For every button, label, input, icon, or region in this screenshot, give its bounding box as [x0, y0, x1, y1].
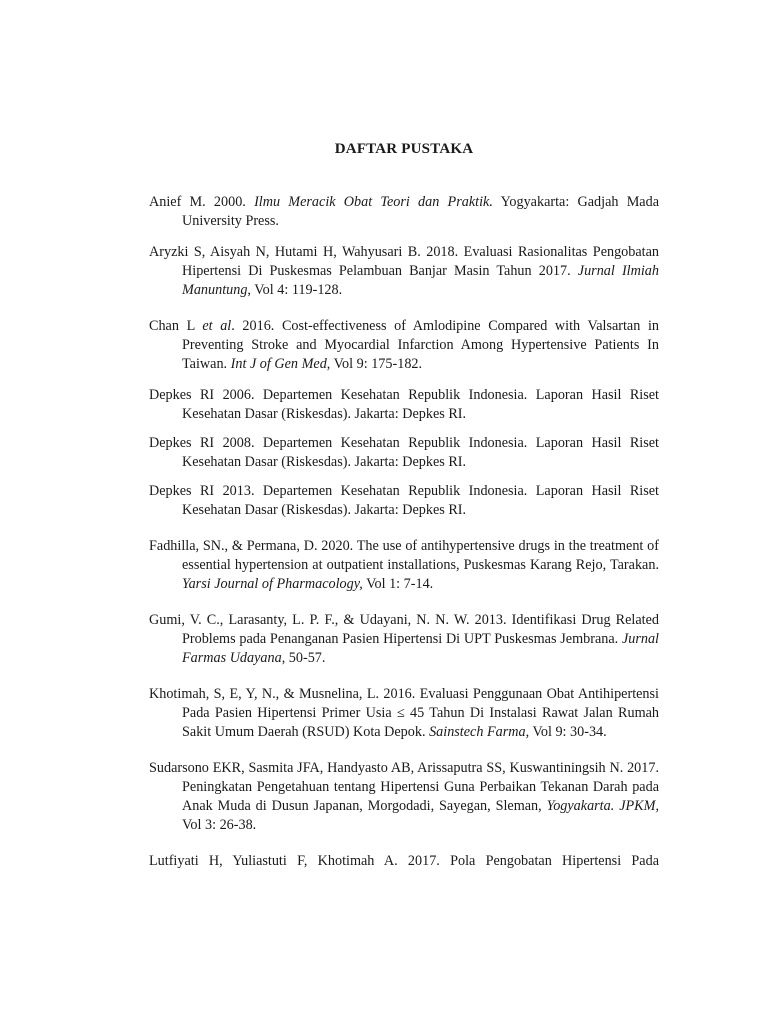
- reference-entry: [149, 537, 659, 594]
- page-title: DAFTAR PUSTAKA: [334, 141, 474, 157]
- reference-entry: [149, 759, 659, 835]
- reference-text: Vol 9: 30-34.: [529, 724, 607, 740]
- reference-text: Depkes RI 2013. Departemen Kesehatan Republik Indonesia. Laporan Hasil Riset Kesehatan Dasar (Riskesdas). Jakarta: Depkes RI.: [149, 483, 659, 518]
- reference-journal: Yogyakarta. JPKM: [546, 798, 656, 814]
- reference-entry: [149, 386, 659, 424]
- reference-journal: Sainstech Farma,: [429, 724, 530, 740]
- reference-journal: Int J of Gen Med: [230, 356, 327, 372]
- reference-list: [149, 193, 659, 883]
- reference-text: , 50-57.: [281, 650, 326, 666]
- reference-journal: Jurnal Farmas Udayana: [182, 631, 659, 666]
- reference-text: Lutfiyati H, Yuliastuti F, Khotimah A. 2017. Pola Pengobatan Hipertensi Pada: [149, 853, 659, 869]
- reference-entry: [149, 852, 659, 871]
- reference-text: Aryzki S, Aisyah N, Hutami H, Wahyusari B. 2018. Evaluasi Rasionalitas Pengobatan Hipertensi Di Puskesmas Pelambuan Banjar Masin Tahun 2017.: [149, 244, 659, 279]
- reference-text: , Vol 3: 26-38.: [182, 798, 659, 833]
- reference-entry: [149, 685, 659, 742]
- reference-entry: [149, 482, 659, 520]
- reference-text: Khotimah, S, E, Y, N., & Musnelina, L. 2016. Evaluasi Penggunaan Obat Antihipertensi Pada Pasien Hipertensi Primer Usia ≤ 45 Tahun Di Instalasi Rawat Jalan Rumah Sakit Umum Daerah (RSUD) Kota Depok.: [149, 686, 659, 740]
- reference-entry: [149, 317, 659, 374]
- reference-text: Anief M. 2000.: [149, 194, 255, 210]
- reference-entry: [149, 243, 659, 300]
- reference-text: , Vol 9: 175-182.: [326, 356, 423, 372]
- reference-etal: et al: [202, 318, 232, 334]
- reference-text: Chan L: [149, 318, 203, 334]
- reference-journal: Yarsi Journal of Pharmacology,: [182, 576, 363, 592]
- reference-title: Ilmu Meracik Obat Teori dan Praktik.: [254, 194, 493, 210]
- reference-text: Depkes RI 2006. Departemen Kesehatan Republik Indonesia. Laporan Hasil Riset Kesehatan Dasar (Riskesdas). Jakarta: Depkes RI.: [149, 387, 659, 422]
- reference-entry: [149, 193, 659, 231]
- reference-text: Fadhilla, SN., & Permana, D. 2020. The use of antihypertensive drugs in the treatment of essential hypertension at outpatient installations, Puskesmas Karang Rejo, Tarakan.: [149, 538, 659, 573]
- reference-journal: Jurnal Ilmiah Manuntung,: [182, 263, 659, 298]
- reference-text: Gumi, V. C., Larasanty, L. P. F., & Udayani, N. N. W. 2013. Identifikasi Drug Related Problems pada Penanganan Pasien Hipertensi Di UPT Puskesmas Jembrana.: [149, 612, 659, 647]
- reference-entry: [149, 434, 659, 472]
- reference-text: Vol 4: 119-128.: [250, 282, 343, 298]
- reference-text: Depkes RI 2008. Departemen Kesehatan Republik Indonesia. Laporan Hasil Riset Kesehatan Dasar (Riskesdas). Jakarta: Depkes RI.: [149, 435, 659, 470]
- reference-text: Sudarsono EKR, Sasmita JFA, Handyasto AB, Arissaputra SS, Kuswantiningsih N. 2017. Peningkatan Pengetahuan tentang Hipertensi Guna Perbaikan Tekanan Darah pada Anak Muda di Dusun Japanan, Morgodadi, Sayegan, Sleman,: [149, 760, 659, 814]
- reference-text: . 2016. Cost-effectiveness of Amlodipine Compared with Valsartan in Preventing Stroke and Myocardial Infarction Among Hypertensive Patients In Taiwan.: [182, 318, 659, 372]
- reference-entry: [149, 611, 659, 668]
- reference-text: Yogyakarta: Gadjah Mada University Press.: [182, 194, 659, 229]
- reference-text: Vol 1: 7-14.: [362, 576, 434, 592]
